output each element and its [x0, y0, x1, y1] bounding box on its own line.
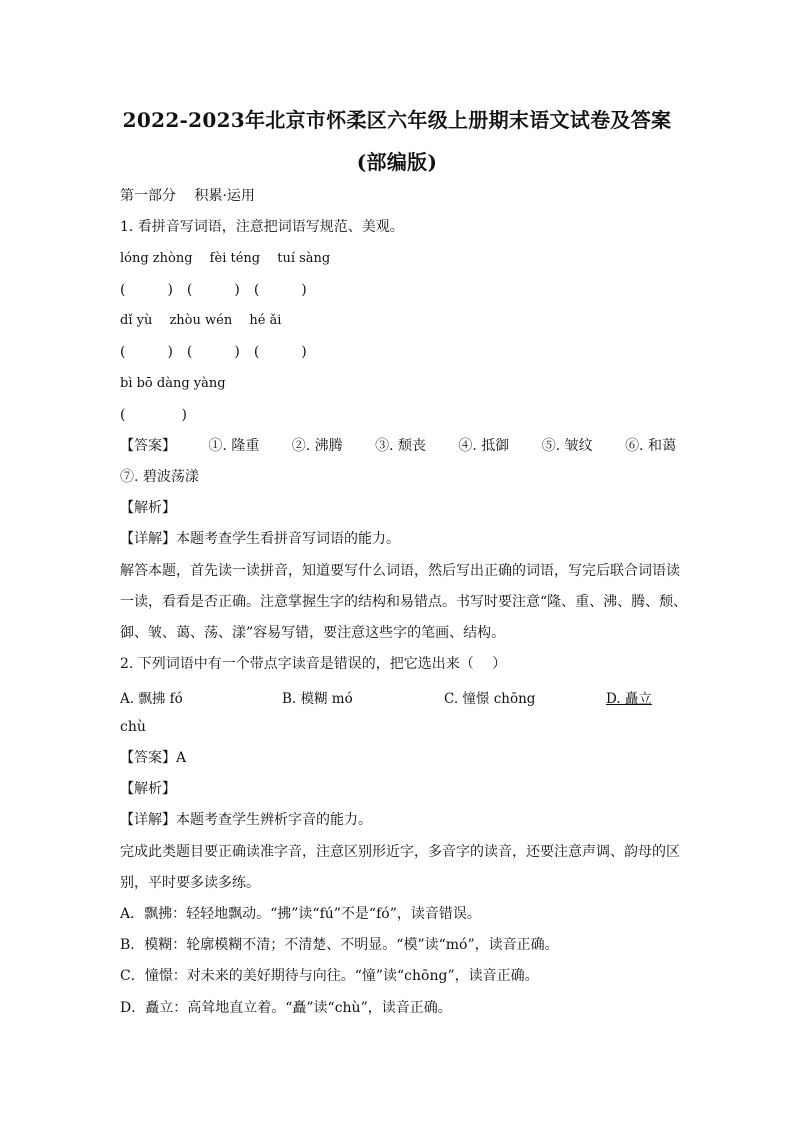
- q2-option-d-pinyin: chù: [120, 719, 146, 735]
- q1-answer-row: [120, 437, 676, 455]
- q1-explain-line: 一读，看看是否正确。注意掌握生字的结构和易错点。书写时要注意“隆、重、沸、腾、颓、: [120, 594, 688, 610]
- answer-item: ①. 隆重: [208, 438, 260, 454]
- doc-title: 2022-2023年北京市怀柔区六年级上册期末语文试卷及答案: [122, 108, 672, 132]
- q2-explain-line: 完成此类题目要正确读准字音，注意区别形近字，多音字的读音，还要注意声调、韵母的区: [120, 844, 680, 860]
- q2-option-d: D. 矗立: [606, 691, 652, 707]
- q2-explain-c: C．憧憬：对未来的美好期待与向往。“憧”读“chōng”，读音正确。: [120, 968, 539, 984]
- q1-analysis-label: 【解析】: [120, 500, 176, 516]
- q2-option-b: B. 模糊 mó: [282, 691, 353, 707]
- q2-answer: 【答案】A: [120, 750, 187, 766]
- q2-explain-line: 别，平时要多读多练。: [120, 875, 260, 891]
- section-heading: 第一部分 积累·运用: [120, 188, 255, 204]
- q2-option-a: A. 飘拂 fó: [120, 691, 183, 707]
- q2-detail: 【详解】本题考查学生辨析字音的能力。: [120, 812, 372, 828]
- q2-stem: 2. 下列词语中有一个带点字读音是错误的，把它选出来（ ）: [120, 656, 507, 672]
- q2-explain-b: B．模糊：轮廓模糊不清；不清楚、不明显。“模”读“mó”，读音正确。: [120, 937, 559, 953]
- answer-item: ④. 抵御: [458, 438, 510, 454]
- q2-option-c: C. 憧憬 chōng: [444, 691, 536, 707]
- q1-explain-line: 解答本题，首先读一读拼音，知道要写什么词语，然后写出正确的词语，写完后联合词语读: [120, 563, 680, 579]
- q1-blank-row1: ( ) ( ) ( ): [120, 282, 307, 298]
- q1-pinyin-row3: bì bō dàng yàng: [120, 376, 226, 391]
- doc-subtitle: (部编版): [356, 150, 438, 174]
- q1-pinyin-row1: lóng zhòng fèi téng tuí sàng: [120, 251, 331, 266]
- answer-item: ⑤. 皱纹: [541, 438, 593, 454]
- q1-pinyin-row2: dǐ yù zhòu wén hé ǎi: [120, 313, 282, 328]
- q2-explain-a: A．飘拂：轻轻地飘动。“拂”读“fú”不是“fó”，读音错误。: [120, 906, 481, 922]
- answer-label: 【答案】: [120, 438, 176, 454]
- q1-answer-row2: ⑦. 碧波荡漾: [120, 469, 199, 485]
- answer-item: ③. 颓丧: [375, 438, 426, 454]
- q1-stem: 1. 看拼音写词语，注意把词语写规范、美观。: [120, 219, 404, 235]
- q1-blank-row2: ( ) ( ) ( ): [120, 344, 307, 360]
- q1-explain-line: 御、皱、蔼、荡、漾”容易写错，要注意这些字的笔画、结构。: [120, 625, 506, 641]
- answer-item: ⑥. 和蔼: [625, 438, 676, 454]
- q2-analysis-label: 【解析】: [120, 781, 176, 797]
- q1-detail: 【详解】本题考查学生看拼音写词语的能力。: [120, 531, 400, 547]
- answer-item: ②. 沸腾: [291, 438, 343, 454]
- q1-blank-row3: ( ): [120, 407, 187, 423]
- q2-explain-d: D．矗立：高耸地直立着。“矗”读“chù”，读音正确。: [120, 1000, 452, 1016]
